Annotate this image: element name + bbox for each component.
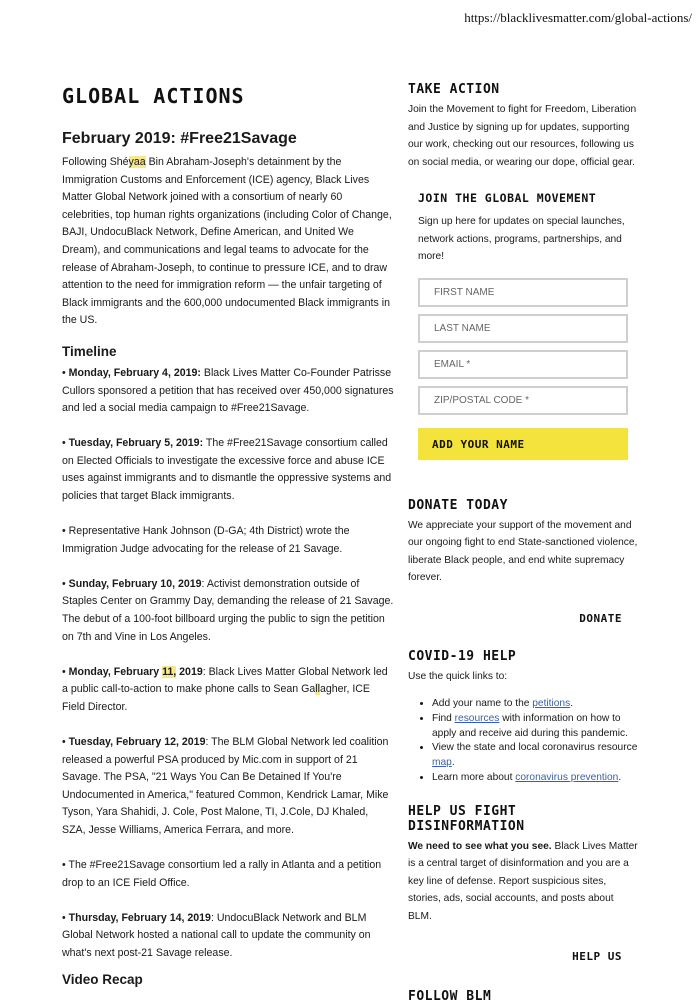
video-recap-heading: Video Recap — [62, 972, 143, 988]
email-input[interactable]: EMAIL * — [418, 350, 628, 379]
timeline-text: The #Free21Savage consortium led a rally in Atlanta and a petition drop to an ICE Field Office. — [62, 859, 382, 889]
timeline-text: Representative Hank Johnson (D-GA; 4th District) wrote the Immigration Judge advocating for the release of 21 Savage. — [62, 525, 350, 555]
follow-heading: FOLLOW BLM — [408, 989, 492, 1005]
timeline-date: Tuesday, February 12, 2019 — [68, 735, 206, 748]
article-subtitle: February 2019: #Free21Savage — [62, 130, 297, 147]
join-heading: JOIN THE GLOBAL MOVEMENT — [418, 191, 597, 205]
take-action-text: Join the Movement to fight for Freedom, Liberation and Justice by signing up for updates, supporting our work, checking out our resources, following us on social media, or wearing our dope, official gear. — [408, 104, 637, 168]
timeline-heading: Timeline — [62, 343, 117, 359]
timeline-date: Tuesday, February 5, 2019: — [68, 437, 204, 450]
timeline-item: • The #Free21Savage consortium led a rally in Atlanta and a petition drop to an ICE Field Office. — [62, 859, 382, 889]
zip-input[interactable]: ZIP/POSTAL CODE * — [418, 386, 628, 415]
add-your-name-button[interactable]: ADD YOUR NAME — [418, 428, 628, 460]
timeline-text: : UndocuBlack Network and BLM Global Network hosted a national call to update the community on what's next post-21 Savage release. — [62, 911, 371, 959]
signup-form — [418, 191, 630, 460]
list-item: • View the state and local coronavirus resource map. — [432, 741, 640, 771]
disinformation-heading: HELP US FIGHT DISINFORMATION — [408, 803, 525, 834]
timeline-text: : Activist demonstration outside of Staples Center on Grammy Day, demanding the release of 21 Savage. The debut of a 100-foot billboard urging the public to sign the petition on 7th and Vine in Los Angeles. — [62, 577, 394, 643]
timeline-text: : Black Lives Matter Global Network led a public call-to-action to make phone calls to Sean Ga — [62, 665, 388, 696]
timeline-text: Black Lives Matter Co-Founder Patrisse Cullors sponsored a petition that has received over 450,000 signatures and led a social media campaign to #Free21Savage. — [62, 366, 394, 415]
disinformation-text: We need to see what you see. Black Lives Matter is a central target of disinformation and you are a key line of defense. Report suspicious sites, stories, ads, social accounts, and posts about BLM. — [408, 840, 638, 922]
covid-section — [408, 649, 640, 786]
covid-links-list — [408, 697, 640, 786]
first-name-input[interactable]: FIRST NAME — [418, 278, 628, 307]
donate-link[interactable]: DONATE — [579, 611, 622, 625]
join-text: Sign up here for updates on special launches, network actions, programs, partnerships, and more! — [418, 216, 625, 262]
timeline-item: • Tuesday, February 12, 2019: The BLM Global Network led coalition released a powerful PSA produced by Mic.com in support of 21 Savage. The PSA, "21 Ways You Can Be Detained If You're Undocumented in America," featured Common, Kendrick Lamar, Mike Tyson, Yara Shahidi, J. Cole, Post Malone, TI, J.Cole, DJ Khaled, SZA, Jesse Williams, America Ferrara, and more. — [62, 735, 389, 836]
resources-link[interactable]: resources — [454, 712, 500, 724]
intro-text: Following Shé — [62, 156, 129, 168]
intro-text-rest: Bin Abraham-Joseph's detainment by the Immigration Customs and Enforcement (ICE) agency, Black Lives Matter Global Network joined with a consortium of nearly 60 celebrities, top human rights organizations (including Color of Change, BAJI, UndocuBlack Network, Define American, and United We Dream), and communications and legal teams to advocate for the release of Abraham-Joseph, to continue to pressure ICE, and to draw attention to the need for immigration reform — the unfair targeting of Black immigrants and the 600,000 undocumented Black immigrants in the US. — [62, 156, 392, 327]
main-content — [62, 84, 394, 987]
covid-intro: Use the quick links to: — [408, 670, 508, 682]
highlighted-text: yaa — [128, 156, 146, 168]
timeline-item: • Representative Hank Johnson (D-GA; 4th District) wrote the Immigration Judge advocating for the release of 21 Savage. — [62, 525, 350, 555]
highlighted-text: ll — [315, 683, 320, 696]
donate-heading: DONATE TODAY — [408, 497, 508, 513]
timeline-date: Monday, February 11, 2019 — [68, 665, 203, 678]
timeline-date: Thursday, February 14, 2019 — [68, 911, 211, 924]
follow-section — [408, 989, 640, 1004]
timeline-item: • Tuesday, February 5, 2019: The #Free21Savage consortium called on Elected Officials to investigate the excessive force and abuse ICE uses against immigrants and to dismantle the oppressive systems and policies that target Black immigrants. — [62, 437, 392, 502]
list-item: • Learn more about coronavirus prevention. — [432, 771, 640, 786]
timeline-item: • Monday, February 11, 2019: Black Lives Matter Global Network led a public call-to-action to make phone calls to Sean Gallagher, ICE Field Director. — [62, 665, 388, 713]
timeline-text: The #Free21Savage consortium called on Elected Officials to investigate the excessive force and abuse ICE uses against immigrants and to dismantle the oppressive systems and policies that target Black immigrants. — [62, 437, 392, 502]
disinformation-section — [408, 804, 640, 964]
covid-heading: COVID-19 HELP — [408, 648, 517, 664]
list-item: • Add your name to the petitions. — [432, 697, 640, 712]
highlighted-text: 11, — [162, 665, 177, 678]
coronavirus-prevention-link[interactable]: coronavirus prevention — [515, 771, 619, 783]
timeline-item: • Monday, February 4, 2019: Black Lives Matter Co-Founder Patrisse Cullors sponsored a petition that has received over 450,000 signatures and led a social media campaign to #Free21Savage. — [62, 366, 394, 415]
donate-text: We appreciate your support of the movement and our ongoing fight to end State-sanctioned violence, liberate Black people, and end white supremacy forever. — [408, 519, 638, 583]
page-title: GLOBAL ACTIONS — [62, 84, 245, 108]
last-name-input[interactable]: LAST NAME — [418, 314, 628, 343]
timeline-text-rest: agher, ICE Field Director. — [62, 683, 370, 713]
sidebar — [408, 82, 640, 1008]
page-url: https://blacklivesmatter.com/global-actions/ — [464, 10, 692, 25]
timeline-date: Monday, February 4, 2019: — [68, 366, 201, 379]
timeline-date: Sunday, February 10, 2019 — [68, 577, 202, 590]
list-item: • Find resources with information on how to apply and receive aid during this pandemic. — [432, 712, 640, 742]
take-action-heading: TAKE ACTION — [408, 82, 500, 97]
intro-paragraph — [62, 154, 394, 330]
timeline-text: : The BLM Global Network led coalition released a powerful PSA produced by Mic.com in support of 21 Savage. The PSA, "21 Ways You Can Be Detained If You're Undocumented in America," featured Common, Kendrick Lamar, Mike Tyson, Yara Shahidi, J. Cole, Post Malone, TI, J.Cole, DJ Khaled, SZA, Jesse Williams, America Ferrara, and more. — [62, 735, 389, 836]
map-link[interactable]: map — [432, 757, 452, 769]
help-us-link[interactable]: HELP US — [572, 950, 622, 964]
petitions-link[interactable]: petitions — [532, 698, 571, 709]
timeline-item: • Thursday, February 14, 2019: UndocuBlack Network and BLM Global Network hosted a national call to update the community on what's next post-21 Savage release. — [62, 911, 371, 959]
timeline-item: • Sunday, February 10, 2019: Activist demonstration outside of Staples Center on Grammy Day, demanding the release of 21 Savage. The debut of a 100-foot billboard urging the public to sign the petition on 7th and Vine in Los Angeles. — [62, 577, 394, 643]
donate-section — [408, 498, 640, 625]
